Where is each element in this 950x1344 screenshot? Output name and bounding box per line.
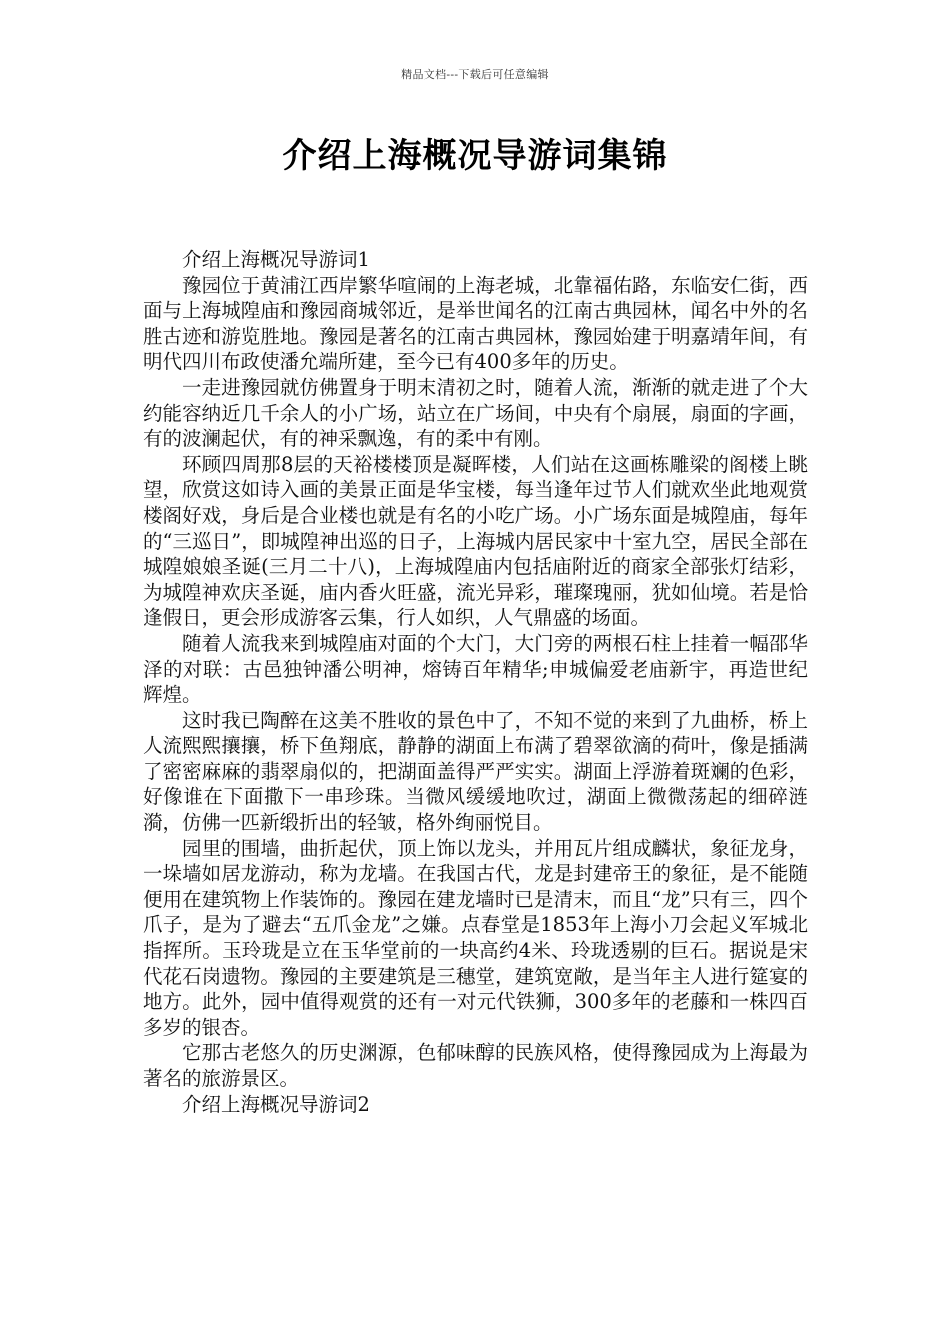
paragraph: 一走进豫园就仿佛置身于明末清初之时，随着人流，渐渐的就走进了个大约能容纳近几千余人的小广场，站立在广场间，中央有个扇展，扇面的字画，有的波澜起伏，有的神采飘逸，有的柔中有刚。 <box>143 375 808 451</box>
paragraph: 随着人流我来到城隍庙对面的个大门，大门旁的两根石柱上挂着一幅邵华泽的对联：古邑独钟潘公明神，熔铸百年精华;申城偏爱老庙新宇，再造世纪辉煌。 <box>143 631 808 707</box>
paragraph: 豫园位于黄浦江西岸繁华喧闹的上海老城，北靠福佑路，东临安仁街，西面与上海城隍庙和豫园商城邻近，是举世闻名的江南古典园林，闻名中外的名胜古迹和游览胜地。豫园是著名的江南古典园林，豫园始建于明嘉靖年间，有明代四川布政使潘允端所建，至今已有400多年的历史。 <box>143 273 808 374</box>
document-title: 介绍上海概况导游词集锦 <box>282 136 668 176</box>
section-heading: 介绍上海概况导游词1 <box>182 248 370 271</box>
paragraph: 环顾四周那8层的天裕楼楼顶是凝晖楼，人们站在这画栋雕梁的阁楼上眺望，欣赏这如诗入画的美景正面是华宝楼，每当逢年过节人们就欢坐此地观赏楼阁好戏，身后是合业楼也就是有名的小吃广场。小广场东面是城隍庙，每年的“三巡日”，即城隍神出巡的日子，上海城内居民家中十室九空，居民全部在城隍娘娘圣诞(三月二十八)，上海城隍庙内包括庙附近的商家全部张灯结彩，为城隍神欢庆圣诞，庙内香火旺盛，流光异彩，璀璨瑰丽，犹如仙境。若是恰逢假日，更会形成游客云集，行人如织，人气鼎盛的场面。 <box>143 452 808 630</box>
paragraph: 它那古老悠久的历史渊源，色郁味醇的民族风格，使得豫园成为上海最为著名的旅游景区。 <box>143 1041 808 1090</box>
paragraph: 园里的围墙，曲折起伏，顶上饰以龙头，并用瓦片组成麟状，象征龙身，一垛墙如居龙游动，称为龙墙。在我国古代，龙是封建帝王的象征，是不能随便用在建筑物上作装饰的。豫园在建龙墙时已是清末，而且“龙”只有三，四个爪子，是为了避去“五爪金龙”之嫌。点春堂是1853年上海小刀会起义军城北指挥所。玉玲珑是立在玉华堂前的一块高约4米、玲珑透剔的巨石。据说是宋代花石岗遗物。豫园的主要建筑是三穗堂，建筑宽敞，是当年主人进行筵宴的地方。此外，园中值得观赏的还有一对元代铁狮，300多年的老藤和一株四百多岁的银杏。 <box>143 836 808 1039</box>
header-note: 精品文档---下载后可任意编辑 <box>401 68 549 81</box>
document-body <box>143 247 808 1117</box>
paragraph: 这时我已陶醉在这美不胜收的景色中了，不知不觉的来到了九曲桥，桥上人流熙熙攘攘，桥下鱼翔底，静静的湖面上布满了碧翠欲滴的荷叶，像是插满了密密麻麻的翡翠扇似的，把湖面盖得严严实实。湖面上浮游着斑斓的色彩，好像谁在下面撒下一串珍珠。当微风缓缓地吹过，湖面上微微荡起的细碎涟漪，仿佛一匹新缎折出的轻皱，格外绚丽悦目。 <box>143 708 808 835</box>
section-heading: 介绍上海概况导游词2 <box>182 1092 370 1116</box>
